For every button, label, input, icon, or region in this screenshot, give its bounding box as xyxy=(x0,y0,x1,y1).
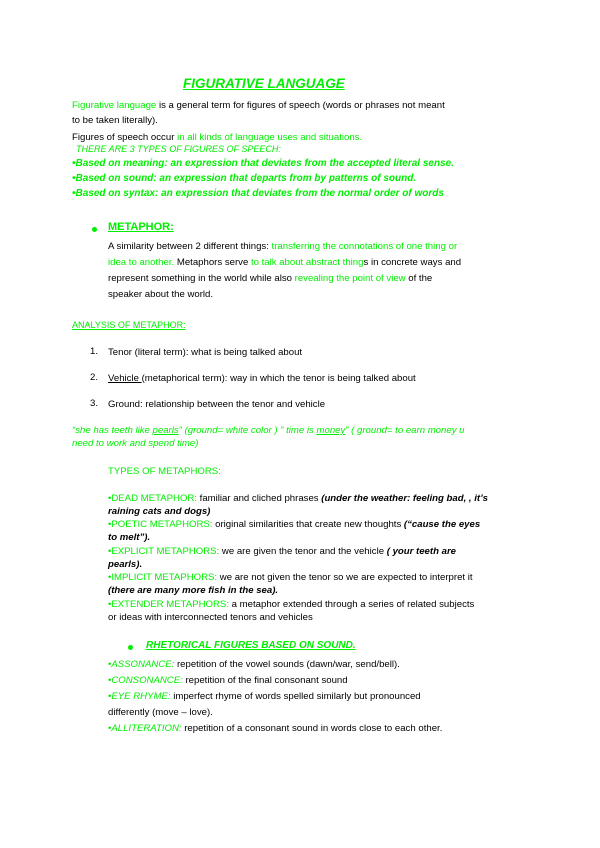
example-line-2: need to work and spend time) xyxy=(72,438,199,449)
type-label: •POETIC METAPHORS: xyxy=(108,519,213,530)
type-implicit xyxy=(108,571,473,584)
type-label: •IMPLICIT METAPHORS: xyxy=(108,572,218,583)
term-vehicle: Vehicle xyxy=(108,373,142,384)
type-text: familiar and cliched phrases xyxy=(197,493,322,504)
types-heading: THERE ARE 3 TYPES OF FIGURES OF SPEECH: xyxy=(76,144,281,154)
metaphor-line-3 xyxy=(108,272,432,285)
type-label: •EXPLICIT METAPHORS: xyxy=(108,546,220,557)
type-explicit xyxy=(108,545,456,558)
analysis-item-ground: Ground: relationship between the tenor and vehicle xyxy=(108,399,326,410)
type-text: we are given the tenor and the vehicle xyxy=(219,546,387,557)
figure-consonance xyxy=(108,674,348,687)
type-implicit-cont: (there are many more fish in the sea). xyxy=(108,585,279,596)
figure-label: •ALLITERATION: xyxy=(108,723,182,734)
bullet-icon xyxy=(128,645,133,650)
type-meaning: •Based on meaning: an expression that deviates from the accepted literal sense. xyxy=(72,158,454,169)
analysis-text: (metaphorical term): way in which the tenor is being talked about xyxy=(141,373,416,384)
figure-eye-rhyme xyxy=(108,690,421,703)
term-figurative-language: Figurative language xyxy=(72,100,157,111)
example-text: ” (ground= white color ) ” time is xyxy=(178,425,317,436)
metaphor-text: A similarity between 2 different things: xyxy=(108,241,272,252)
metaphor-text: of the xyxy=(405,273,433,284)
type-sound: •Based on sound: an expression that departs from by patterns of sound. xyxy=(72,173,417,184)
type-text: we are not given the tenor so we are expected to interpret it xyxy=(217,572,473,583)
example-term: money xyxy=(316,425,346,436)
type-text: a metaphor extended through a series of related subjects xyxy=(229,599,475,610)
figure-label: •EYE RHYME: xyxy=(108,691,171,702)
figure-eye-rhyme-cont: differently (move – love). xyxy=(108,707,213,718)
metaphor-highlight: transferring the connotations of one thing or xyxy=(271,241,458,252)
metaphor-highlight: revealing the point of view xyxy=(294,273,406,284)
figure-label: •ASSONANCE: xyxy=(108,659,175,670)
list-number: 3. xyxy=(90,398,99,409)
metaphor-line-4: speaker about the world. xyxy=(108,289,214,300)
intro-text: is a general term for figures of speech (words or phrases not meant xyxy=(156,100,445,111)
example-term: pearls xyxy=(152,425,179,436)
type-syntax: •Based on syntax: an expression that deviates from the normal order of words xyxy=(72,188,444,199)
metaphor-heading: METAPHOR: xyxy=(108,221,174,233)
metaphor-highlight: to talk about abstract thing xyxy=(250,257,364,268)
type-explicit-cont: pearls). xyxy=(108,559,143,570)
types-of-metaphors-heading: TYPES OF METAPHORS: xyxy=(108,466,221,477)
metaphor-text: s in concrete ways and xyxy=(363,257,462,268)
type-extender xyxy=(108,598,474,611)
type-example: (“cause the eyes xyxy=(403,519,481,530)
type-example: ( your teeth are xyxy=(386,546,457,557)
intro-text: Figures of speech occur xyxy=(72,132,178,143)
type-label: •DEAD METAPHOR: xyxy=(108,493,197,504)
metaphor-line-1 xyxy=(108,240,457,253)
type-text: original similarities that create new thoughts xyxy=(212,519,404,530)
intro-line-1 xyxy=(72,99,445,112)
figure-text: repetition of the final consonant sound xyxy=(182,675,348,686)
figure-text: imperfect rhyme of words spelled similarly but pronounced xyxy=(170,691,421,702)
intro-line-2: to be taken literally). xyxy=(72,115,158,126)
example-text: ” ( ground= to earn money u xyxy=(345,425,465,436)
figure-assonance xyxy=(108,658,400,671)
metaphor-highlight: idea to another. xyxy=(108,257,175,268)
metaphor-text: represent something in the world while also xyxy=(108,273,295,284)
type-dead-cont: raining cats and dogs) xyxy=(108,506,211,517)
list-number: 1. xyxy=(90,346,99,357)
type-label: •EXTENDER METAPHORS: xyxy=(108,599,229,610)
figure-text: repetition of the vowel sounds (dawn/war, send/bell). xyxy=(174,659,400,670)
type-extender-cont: or ideas with interconnected tenors and vehicles xyxy=(108,612,313,623)
type-example: (under the weather: feeling bad, , it’s xyxy=(321,493,488,504)
example-line-1 xyxy=(72,424,465,437)
metaphor-line-2 xyxy=(108,256,461,269)
type-dead xyxy=(108,492,488,505)
rhetorical-heading: RHETORICAL FIGURES BASED ON SOUND. xyxy=(146,640,356,651)
example-text: “she has teeth like xyxy=(72,425,153,436)
figure-alliteration xyxy=(108,722,442,735)
figure-text: repetition of a consonant sound in words close to each other. xyxy=(181,723,443,734)
analysis-item-vehicle xyxy=(108,372,416,385)
figure-label: •CONSONANCE: xyxy=(108,675,183,686)
list-number: 2. xyxy=(90,372,99,383)
type-poetic-cont: to melt”). xyxy=(108,532,151,543)
analysis-heading: ANALYSIS OF METAPHOR: xyxy=(72,320,186,330)
metaphor-text: Metaphors serve xyxy=(174,257,251,268)
bullet-icon xyxy=(92,227,97,232)
type-poetic xyxy=(108,518,480,531)
intro-highlight: in all kinds of language uses and situations. xyxy=(177,132,363,143)
page-title: FIGURATIVE LANGUAGE xyxy=(183,76,345,91)
analysis-item-tenor: Tenor (literal term): what is being talked about xyxy=(108,347,303,358)
